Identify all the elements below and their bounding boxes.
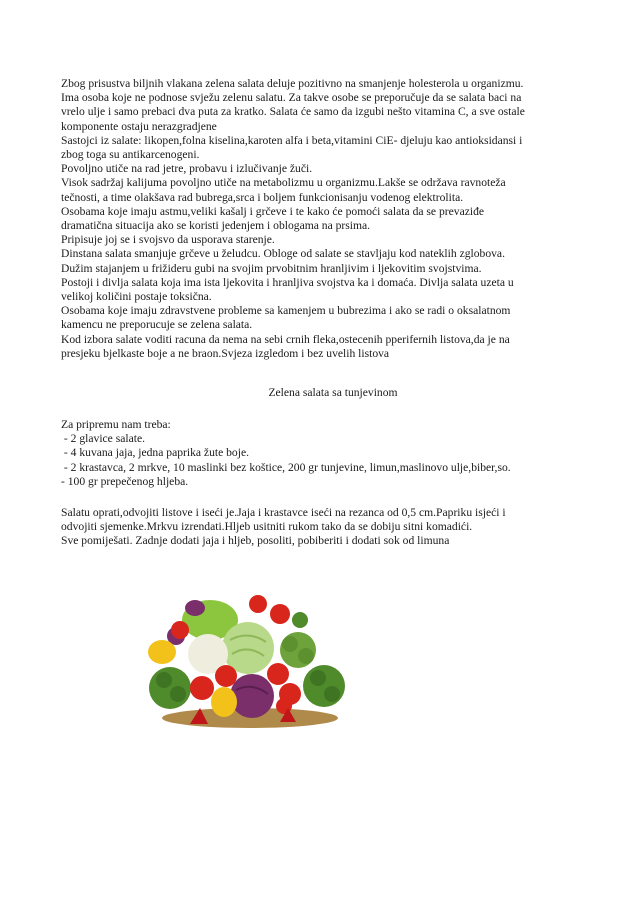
article-line: Visok sadržaj kalijuma povoljno utiče na metabolizmu u organizmu.Lakše se održava ravnoteža — [61, 176, 506, 190]
vegetable-basket-icon — [140, 590, 356, 740]
red-cabbage — [230, 674, 274, 718]
article-body — [61, 77, 581, 361]
article-line: kamencu ne preporucuje se zelena salata. — [61, 318, 253, 332]
instructions-section — [61, 506, 581, 549]
article-line: tečnosti, a time olakšava rad bubrega,srca i boljem funkcionisanju vodenog elektrolita. — [61, 190, 464, 204]
article-line: Postoji i divlja salata koja ima ista ljekovita i hranljiva svojstva ka i domaća. Divlja salata uzeta u — [61, 275, 514, 289]
article-line: vrelo ulje i samo prebaci dva puta za kratko. Salata će samo da izgubi nešto vitamina C, a sve ostale — [61, 105, 525, 119]
article-line: Dinstana salata smanjuje grčeve u želudcu. Obloge od salate se stavljaju kod nateklih zglobova. — [61, 247, 505, 261]
article-line: Kod izbora salate voditi racuna da nema na sebi crnih fleka,ostecenih pperifernih listova,da je na — [61, 332, 510, 346]
recipe-title-text: Zelena salata sa tunjevinom — [268, 386, 398, 399]
ingredient-item: - 100 gr prepečenog hljeba. — [61, 474, 189, 488]
article-line: presjeku bjelkaste boje a ne braon.Svjeza izgledom i bez uvelih listova — [61, 346, 390, 360]
instruction-line: Salatu oprati,odvojiti listove i iseći je.Jaja i krastavce iseći na rezanca od 0,5 cm.Papriku isjeći i — [61, 506, 506, 519]
article-line: Osobama koje imaju astmu,veliki kašalj i grčeve i te kako će pomoći salata da se prevaziđe — [61, 204, 485, 218]
ingredient-item: - 2 krastavca, 2 mrkve, 10 maslinki bez koštice, 200 gr tunjevine, limun,maslinovo ulje,biber,so. — [61, 460, 511, 474]
ingredients-heading: Za pripremu nam treba: — [61, 418, 171, 431]
ingredients-section — [61, 418, 581, 489]
instruction-line: Sve pomiješati. Zadnje dodati jaja i hljeb, posoliti, pobiberiti i dodati sok od limuna — [61, 534, 450, 548]
article-line: Pripisuje joj se i svojsvo da usporava starenje. — [61, 233, 275, 247]
article-line: Sastojci iz salate: likopen,folna kiselina,karoten alfa i beta,vitamini CiE- djeluju kao antioksidansi i — [61, 133, 523, 147]
article-line: Zbog prisustva biljnih vlakana zelena salata deluje pozitivno na smanjenje holesterola u organizmu. — [61, 77, 524, 90]
ingredient-item: - 2 glavice salate. — [61, 432, 146, 446]
article-line: velikoj količini postaje toksična. — [61, 290, 212, 304]
article-line: Ima osoba koje ne podnose svježu zelenu salatu. Za takve osobe se preporučuje da se salata baci na — [61, 91, 522, 105]
article-line: dramatična situacija ako se koristi jedenjem i oblogama na prsima. — [61, 219, 371, 233]
article-line: komponente ostaju nerazgradjene — [61, 119, 217, 133]
article-line: zbog toga su antikarcenogeni. — [61, 148, 200, 162]
article-line: Osobama koje imaju zdravstvene probleme sa kamenjem u bubrezima i ako se radi o oksalatnom — [61, 304, 511, 318]
instruction-line: odvojiti sjemenke.Mrkvu izrendati.Hljeb usitniti rukom tako da se dobiju sitni komadići. — [61, 520, 473, 534]
recipe-title — [0, 386, 636, 400]
article-line: Dužim stajanjem u frižideru gubi na svojim prvobitnim hranljivim i ljekovitim svojstvima. — [61, 261, 482, 275]
article-line: Povoljno utiče na rad jetre, probavu i izlučivanje žuči. — [61, 162, 313, 176]
ingredient-item: - 4 kuvana jaja, jedna paprika žute boje. — [61, 446, 249, 460]
